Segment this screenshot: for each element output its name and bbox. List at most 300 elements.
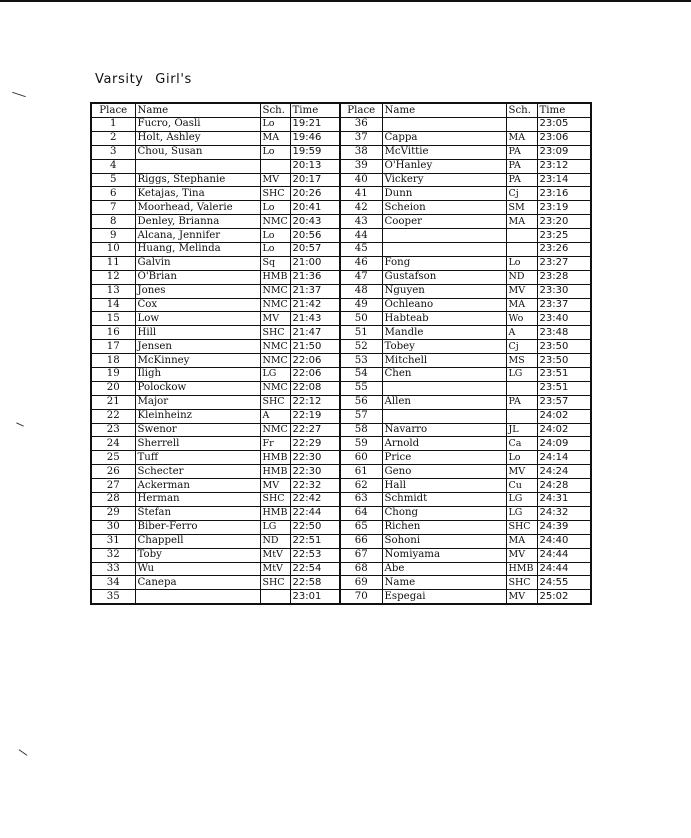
time-cell: 22:06 (290, 368, 340, 382)
time-cell: 22:32 (290, 479, 340, 493)
place-cell: 55 (340, 381, 382, 395)
time-cell: 24:28 (537, 479, 591, 493)
school-cell: HMB (260, 451, 290, 465)
name-cell: Fong (382, 256, 506, 270)
table-row (91, 506, 591, 520)
name-cell: Alcana, Jennifer (135, 229, 260, 243)
place-cell: 12 (91, 270, 135, 284)
name-cell: Arnold (382, 437, 506, 451)
place-cell: 6 (91, 187, 135, 201)
school-cell: Cj (506, 187, 537, 201)
school-cell: MA (506, 298, 537, 312)
school-cell: HMB (260, 465, 290, 479)
table-row (91, 423, 591, 437)
time-cell: 22:30 (290, 451, 340, 465)
school-cell: NMC (260, 298, 290, 312)
name-cell: Canepa (135, 576, 260, 590)
scan-mark (19, 749, 28, 756)
name-cell: Cooper (382, 215, 506, 229)
time-cell: 23:51 (537, 381, 591, 395)
name-cell: Wu (135, 562, 260, 576)
name-cell: Nomiyama (382, 548, 506, 562)
name-cell: Moorhead, Valerie (135, 201, 260, 215)
table-body (91, 118, 591, 605)
time-cell: 20:17 (290, 173, 340, 187)
results-table (90, 102, 592, 605)
place-cell: 21 (91, 395, 135, 409)
place-cell: 61 (340, 465, 382, 479)
school-cell: HMB (260, 506, 290, 520)
time-cell: 24:09 (537, 437, 591, 451)
place-cell: 51 (340, 326, 382, 340)
place-cell: 35 (91, 590, 135, 604)
school-cell: MA (506, 215, 537, 229)
school-cell: Fr (260, 437, 290, 451)
school-cell: MV (506, 548, 537, 562)
name-cell: O'Hanley (382, 159, 506, 173)
place-cell: 43 (340, 215, 382, 229)
time-cell: 23:26 (537, 243, 591, 257)
time-cell: 23:20 (537, 215, 591, 229)
school-cell: SHC (260, 326, 290, 340)
name-cell: Major (135, 395, 260, 409)
place-cell: 49 (340, 298, 382, 312)
name-cell: Dunn (382, 187, 506, 201)
time-cell: 25:02 (537, 590, 591, 604)
name-cell: Toby (135, 548, 260, 562)
time-cell: 23:57 (537, 395, 591, 409)
place-cell: 22 (91, 409, 135, 423)
time-cell: 24:02 (537, 423, 591, 437)
table-row (91, 395, 591, 409)
place-cell: 33 (91, 562, 135, 576)
name-cell: O'Brian (135, 270, 260, 284)
time-cell: 23:50 (537, 340, 591, 354)
time-cell: 22:27 (290, 423, 340, 437)
school-cell: Lo (260, 145, 290, 159)
name-cell: Chappell (135, 534, 260, 548)
school-cell: MV (506, 284, 537, 298)
school-cell (260, 590, 290, 604)
place-cell: 24 (91, 437, 135, 451)
header-school: Sch. (260, 103, 290, 118)
time-cell: 23:50 (537, 354, 591, 368)
place-cell: 36 (340, 118, 382, 132)
school-cell: HMB (260, 270, 290, 284)
name-cell (382, 409, 506, 423)
table-row (91, 118, 591, 132)
table-row (91, 326, 591, 340)
table-row (91, 534, 591, 548)
table-row (91, 284, 591, 298)
top-edge-rule (0, 0, 691, 2)
header-time: Time (537, 103, 591, 118)
time-cell: 23:16 (537, 187, 591, 201)
name-cell: Holt, Ashley (135, 131, 260, 145)
time-cell: 23:40 (537, 312, 591, 326)
table-row (91, 298, 591, 312)
name-cell: Ackerman (135, 479, 260, 493)
place-cell: 19 (91, 368, 135, 382)
place-cell: 11 (91, 256, 135, 270)
name-cell: Sherrell (135, 437, 260, 451)
name-cell: Abe (382, 562, 506, 576)
school-cell: Lo (260, 118, 290, 132)
school-cell: LG (506, 368, 537, 382)
name-cell (382, 229, 506, 243)
time-cell: 23:12 (537, 159, 591, 173)
table-row (91, 493, 591, 507)
time-cell: 22:51 (290, 534, 340, 548)
table-row (91, 465, 591, 479)
place-cell: 68 (340, 562, 382, 576)
time-cell: 20:56 (290, 229, 340, 243)
school-cell: Ca (506, 437, 537, 451)
table-row (91, 354, 591, 368)
school-cell: Cj (506, 340, 537, 354)
place-cell: 23 (91, 423, 135, 437)
school-cell: A (260, 409, 290, 423)
school-cell: SHC (506, 520, 537, 534)
place-cell: 54 (340, 368, 382, 382)
school-cell: PA (506, 159, 537, 173)
place-cell: 38 (340, 145, 382, 159)
place-cell: 26 (91, 465, 135, 479)
time-cell: 24:32 (537, 506, 591, 520)
table-row (91, 381, 591, 395)
place-cell: 69 (340, 576, 382, 590)
school-cell: Sq (260, 256, 290, 270)
school-cell: Lo (260, 201, 290, 215)
name-cell: Jones (135, 284, 260, 298)
name-cell: Jensen (135, 340, 260, 354)
school-cell (260, 159, 290, 173)
name-cell: Stefan (135, 506, 260, 520)
scan-mark (16, 422, 24, 426)
place-cell: 41 (340, 187, 382, 201)
table-row (91, 562, 591, 576)
name-cell: Nguyen (382, 284, 506, 298)
time-cell: 22:50 (290, 520, 340, 534)
time-cell: 22:42 (290, 493, 340, 507)
school-cell (506, 409, 537, 423)
table-row (91, 548, 591, 562)
name-cell: Polockow (135, 381, 260, 395)
place-cell: 56 (340, 395, 382, 409)
time-cell: 24:40 (537, 534, 591, 548)
name-cell: Navarro (382, 423, 506, 437)
name-cell: Hill (135, 326, 260, 340)
place-cell: 59 (340, 437, 382, 451)
table-row (91, 451, 591, 465)
name-cell: Iligh (135, 368, 260, 382)
time-cell: 22:08 (290, 381, 340, 395)
time-cell: 19:59 (290, 145, 340, 159)
table-row (91, 159, 591, 173)
school-cell: NMC (260, 423, 290, 437)
place-cell: 34 (91, 576, 135, 590)
place-cell: 29 (91, 506, 135, 520)
name-cell: Biber-Ferro (135, 520, 260, 534)
name-cell: Richen (382, 520, 506, 534)
time-cell: 19:21 (290, 118, 340, 132)
place-cell: 1 (91, 118, 135, 132)
name-cell: Vickery (382, 173, 506, 187)
school-cell: LG (506, 493, 537, 507)
name-cell: Cox (135, 298, 260, 312)
time-cell: 24:55 (537, 576, 591, 590)
place-cell: 3 (91, 145, 135, 159)
place-cell: 60 (340, 451, 382, 465)
school-cell: PA (506, 395, 537, 409)
time-cell: 21:47 (290, 326, 340, 340)
school-cell: MA (506, 131, 537, 145)
table-row (91, 590, 591, 604)
table-row (91, 201, 591, 215)
scan-mark (12, 92, 26, 97)
time-cell: 23:19 (537, 201, 591, 215)
time-cell: 23:05 (537, 118, 591, 132)
table-header-row (91, 103, 591, 118)
name-cell: Sohoni (382, 534, 506, 548)
name-cell: Chou, Susan (135, 145, 260, 159)
time-cell: 21:50 (290, 340, 340, 354)
school-cell: LG (260, 520, 290, 534)
time-cell: 23:06 (537, 131, 591, 145)
name-cell: Name (382, 576, 506, 590)
name-cell: Galvin (135, 256, 260, 270)
table-row (91, 187, 591, 201)
school-cell: ND (260, 534, 290, 548)
time-cell: 19:46 (290, 131, 340, 145)
school-cell: NMC (260, 354, 290, 368)
school-cell: LG (260, 368, 290, 382)
time-cell: 23:51 (537, 368, 591, 382)
page-title: Varsity Girl's (95, 72, 192, 87)
time-cell: 22:12 (290, 395, 340, 409)
school-cell: MV (260, 312, 290, 326)
table-row (91, 229, 591, 243)
school-cell: MV (506, 590, 537, 604)
time-cell: 22:06 (290, 354, 340, 368)
school-cell: MV (260, 479, 290, 493)
place-cell: 47 (340, 270, 382, 284)
name-cell: Fucro, Oasli (135, 118, 260, 132)
school-cell: PA (506, 145, 537, 159)
place-cell: 70 (340, 590, 382, 604)
name-cell: Mandle (382, 326, 506, 340)
name-cell: Kleinheinz (135, 409, 260, 423)
table-row (91, 479, 591, 493)
place-cell: 16 (91, 326, 135, 340)
time-cell: 22:30 (290, 465, 340, 479)
place-cell: 65 (340, 520, 382, 534)
name-cell: Habteab (382, 312, 506, 326)
place-cell: 28 (91, 493, 135, 507)
table-row (91, 145, 591, 159)
place-cell: 17 (91, 340, 135, 354)
header-name: Name (382, 103, 506, 118)
place-cell: 7 (91, 201, 135, 215)
school-cell: Lo (260, 229, 290, 243)
time-cell: 23:14 (537, 173, 591, 187)
place-cell: 63 (340, 493, 382, 507)
time-cell: 23:01 (290, 590, 340, 604)
school-cell: NMC (260, 340, 290, 354)
name-cell: Schmidt (382, 493, 506, 507)
time-cell: 21:37 (290, 284, 340, 298)
name-cell: Chen (382, 368, 506, 382)
place-cell: 64 (340, 506, 382, 520)
place-cell: 30 (91, 520, 135, 534)
place-cell: 42 (340, 201, 382, 215)
name-cell: Swenor (135, 423, 260, 437)
place-cell: 57 (340, 409, 382, 423)
place-cell: 10 (91, 243, 135, 257)
school-cell: ND (506, 270, 537, 284)
school-cell: SHC (260, 576, 290, 590)
school-cell: A (506, 326, 537, 340)
name-cell: Denley, Brianna (135, 215, 260, 229)
place-cell: 14 (91, 298, 135, 312)
name-cell: Ochleano (382, 298, 506, 312)
school-cell: SM (506, 201, 537, 215)
place-cell: 52 (340, 340, 382, 354)
name-cell: Scheion (382, 201, 506, 215)
name-cell (382, 243, 506, 257)
time-cell: 21:43 (290, 312, 340, 326)
time-cell: 23:37 (537, 298, 591, 312)
table-row (91, 215, 591, 229)
school-cell: Lo (506, 256, 537, 270)
time-cell: 21:42 (290, 298, 340, 312)
name-cell: Chong (382, 506, 506, 520)
school-cell: NMC (260, 381, 290, 395)
table-row (91, 576, 591, 590)
place-cell: 32 (91, 548, 135, 562)
school-cell (506, 243, 537, 257)
name-cell: Herman (135, 493, 260, 507)
name-cell: Geno (382, 465, 506, 479)
time-cell: 23:27 (537, 256, 591, 270)
time-cell: 22:53 (290, 548, 340, 562)
place-cell: 40 (340, 173, 382, 187)
school-cell: NMC (260, 284, 290, 298)
school-cell: SHC (260, 395, 290, 409)
school-cell (506, 381, 537, 395)
time-cell: 22:58 (290, 576, 340, 590)
time-cell: 24:44 (537, 562, 591, 576)
header-place: Place (91, 103, 135, 118)
header-place: Place (340, 103, 382, 118)
time-cell: 22:19 (290, 409, 340, 423)
school-cell: SHC (260, 493, 290, 507)
school-cell: MA (260, 131, 290, 145)
header-time: Time (290, 103, 340, 118)
name-cell: Riggs, Stephanie (135, 173, 260, 187)
place-cell: 53 (340, 354, 382, 368)
name-cell: Hall (382, 479, 506, 493)
name-cell (135, 590, 260, 604)
time-cell: 22:44 (290, 506, 340, 520)
name-cell: Gustafson (382, 270, 506, 284)
school-cell: SHC (260, 187, 290, 201)
place-cell: 31 (91, 534, 135, 548)
time-cell: 21:36 (290, 270, 340, 284)
school-cell: Cu (506, 479, 537, 493)
time-cell: 24:39 (537, 520, 591, 534)
school-cell: MtV (260, 548, 290, 562)
time-cell: 20:57 (290, 243, 340, 257)
school-cell: MtV (260, 562, 290, 576)
name-cell: Allen (382, 395, 506, 409)
place-cell: 62 (340, 479, 382, 493)
place-cell: 4 (91, 159, 135, 173)
school-cell: MV (260, 173, 290, 187)
table-row (91, 312, 591, 326)
place-cell: 13 (91, 284, 135, 298)
table-row (91, 256, 591, 270)
table-row (91, 409, 591, 423)
time-cell: 23:25 (537, 229, 591, 243)
place-cell: 25 (91, 451, 135, 465)
name-cell: Huang, Melinda (135, 243, 260, 257)
header-school: Sch. (506, 103, 537, 118)
school-cell: HMB (506, 562, 537, 576)
name-cell: Price (382, 451, 506, 465)
time-cell: 20:43 (290, 215, 340, 229)
school-cell: LG (506, 506, 537, 520)
table-row (91, 270, 591, 284)
school-cell: Lo (260, 243, 290, 257)
time-cell: 23:48 (537, 326, 591, 340)
place-cell: 37 (340, 131, 382, 145)
time-cell: 20:41 (290, 201, 340, 215)
place-cell: 2 (91, 131, 135, 145)
school-cell: SHC (506, 576, 537, 590)
time-cell: 22:54 (290, 562, 340, 576)
place-cell: 67 (340, 548, 382, 562)
name-cell: Espegai (382, 590, 506, 604)
time-cell: 23:09 (537, 145, 591, 159)
place-cell: 5 (91, 173, 135, 187)
table-row (91, 131, 591, 145)
name-cell: McKinney (135, 354, 260, 368)
time-cell: 23:30 (537, 284, 591, 298)
school-cell: PA (506, 173, 537, 187)
name-cell: Low (135, 312, 260, 326)
place-cell: 20 (91, 381, 135, 395)
time-cell: 24:31 (537, 493, 591, 507)
time-cell: 20:13 (290, 159, 340, 173)
time-cell: 24:14 (537, 451, 591, 465)
name-cell: Schecter (135, 465, 260, 479)
place-cell: 27 (91, 479, 135, 493)
place-cell: 9 (91, 229, 135, 243)
place-cell: 45 (340, 243, 382, 257)
name-cell (382, 381, 506, 395)
place-cell: 58 (340, 423, 382, 437)
school-cell: Wo (506, 312, 537, 326)
school-cell: JL (506, 423, 537, 437)
name-cell: Cappa (382, 131, 506, 145)
time-cell: 24:02 (537, 409, 591, 423)
name-cell: Tobey (382, 340, 506, 354)
table-row (91, 243, 591, 257)
place-cell: 46 (340, 256, 382, 270)
school-cell: MV (506, 465, 537, 479)
school-cell: Lo (506, 451, 537, 465)
